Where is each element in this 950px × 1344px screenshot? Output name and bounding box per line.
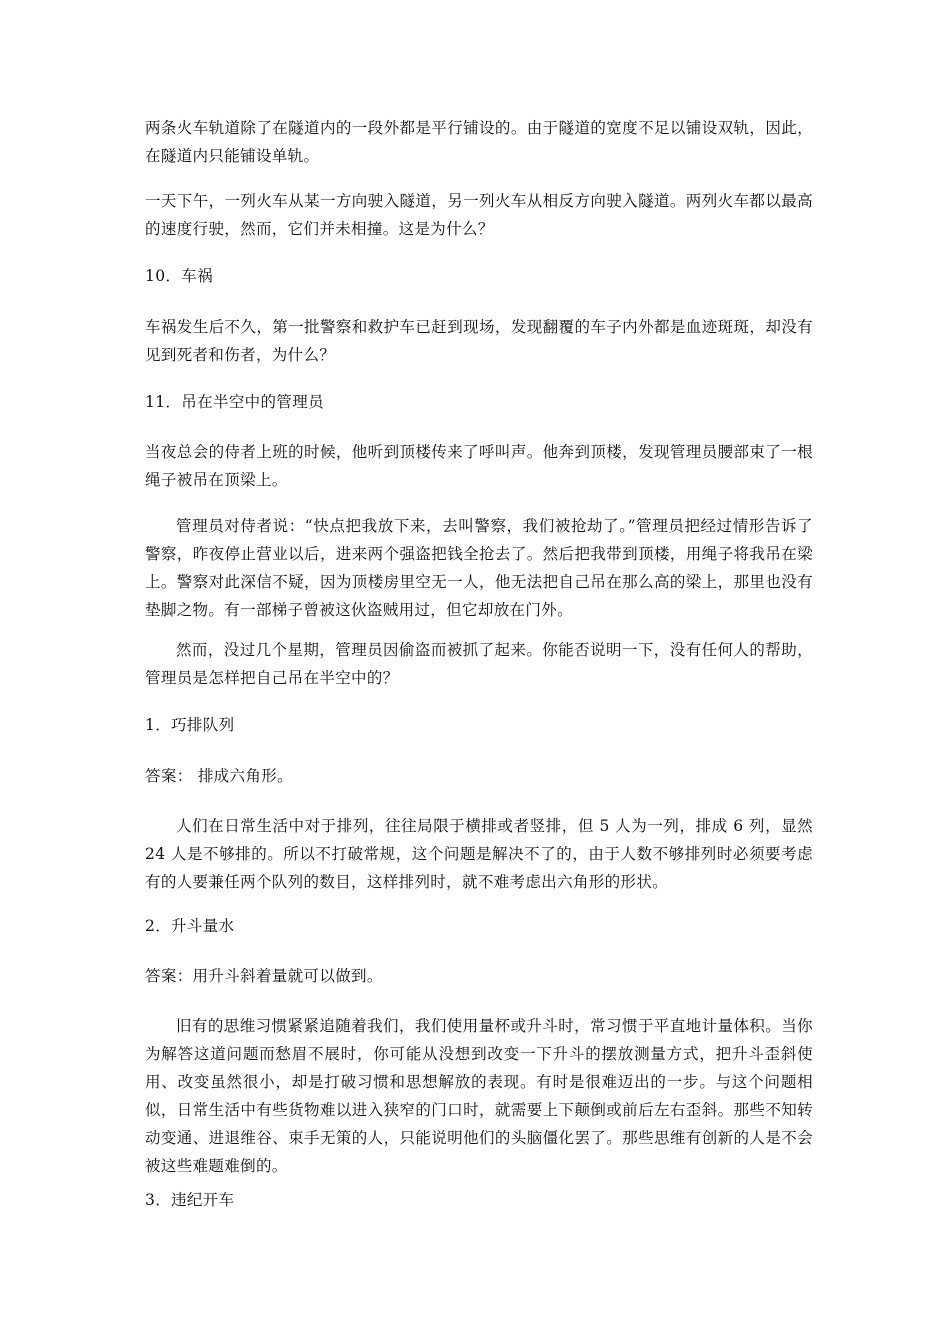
paragraph-waiter: 当夜总会的侍者上班的时候，他听到顶楼传来了呼叫声。他奔到顶楼，发现管理员腰部束了一根绳子被吊在顶梁上。 [145, 443, 813, 489]
paragraph-tunnel-rails: 两条火车轨道除了在隧道内的一段外都是平行铺设的。由于隧道的宽度不足以铺设双轨，因此，在隧道内只能铺设单轨。 [145, 119, 813, 165]
answer-1: 答案： 排成六角形。 [145, 767, 293, 785]
answer-2: 答案：用升斗斜着量就可以做到。 [145, 967, 383, 985]
heading-10-car-accident: 10．车祸 [145, 267, 213, 285]
paragraph-measure-explanation: 旧有的思维习惯紧紧追随着我们，我们使用量杯或升斗时，常习惯于平直地计量体积。当你为解答这道问题而愁眉不展时，你可能从没想到改变一下升斗的摆放测量方式，把升斗歪斜使用、改变虽然很小，却是打破习惯和思想解放的表现。有时是很难迈出的一步。与这个问题相似，日常生活中有些货物难以进入狭窄的门口时，就需要上下颠倒或前后左右歪斜。那些不知转动变通、进退维谷、束手无策的人，只能说明他们的头脑僵化罢了。那些思维有创新的人是不会被这些难题难倒的。 [145, 1017, 813, 1175]
heading-3-illegal-driving: 3．违纪开车 [145, 1191, 235, 1209]
heading-2-measure-water: 2．升斗量水 [145, 917, 235, 935]
paragraph-manager-question: 然而，没过几个星期，管理员因偷盗而被抓了起来。你能否说明一下，没有任何人的帮助，管理员是怎样把自己吊在半空中的？ [145, 641, 813, 687]
paragraph-queue-explanation: 人们在日常生活中对于排列，往往局限于横排或者竖排，但 5 人为一列，排成 6 列，显然 24 人是不够排的。所以不打破常规，这个问题是解决不了的，由于人数不够排列时必须要考虑有的人要兼任两个队列的数目，这样排列时，就不难考虑出六角形的形状。 [145, 817, 813, 891]
heading-11-hanging-manager: 11．吊在半空中的管理员 [145, 393, 324, 411]
paragraph-trains-question: 一天下午，一列火车从某一方向驶入隧道，另一列火车从相反方向驶入隧道。两列火车都以最高的速度行驶，然而，它们并未相撞。这是为什么？ [145, 192, 813, 238]
heading-1-queue: 1．巧排队列 [145, 716, 235, 734]
paragraph-manager-story: 管理员对侍者说：“快点把我放下来，去叫警察，我们被抢劫了。”管理员把经过情形告诉了警察，昨夜停止营业以后，进来两个强盗把钱全抢去了。然后把我带到顶楼，用绳子将我吊在梁上。警察对此深信不疑，因为顶楼房里空无一人，他无法把自己吊在那么高的梁上，那里也没有垫脚之物。有一部梯子曾被这伙盗贼用过，但它却放在门外。 [145, 517, 813, 619]
paragraph-car-accident: 车祸发生后不久，第一批警察和救护车已赶到现场，发现翻覆的车子内外都是血迹斑斑，却没有见到死者和伤者，为什么？ [145, 318, 813, 364]
